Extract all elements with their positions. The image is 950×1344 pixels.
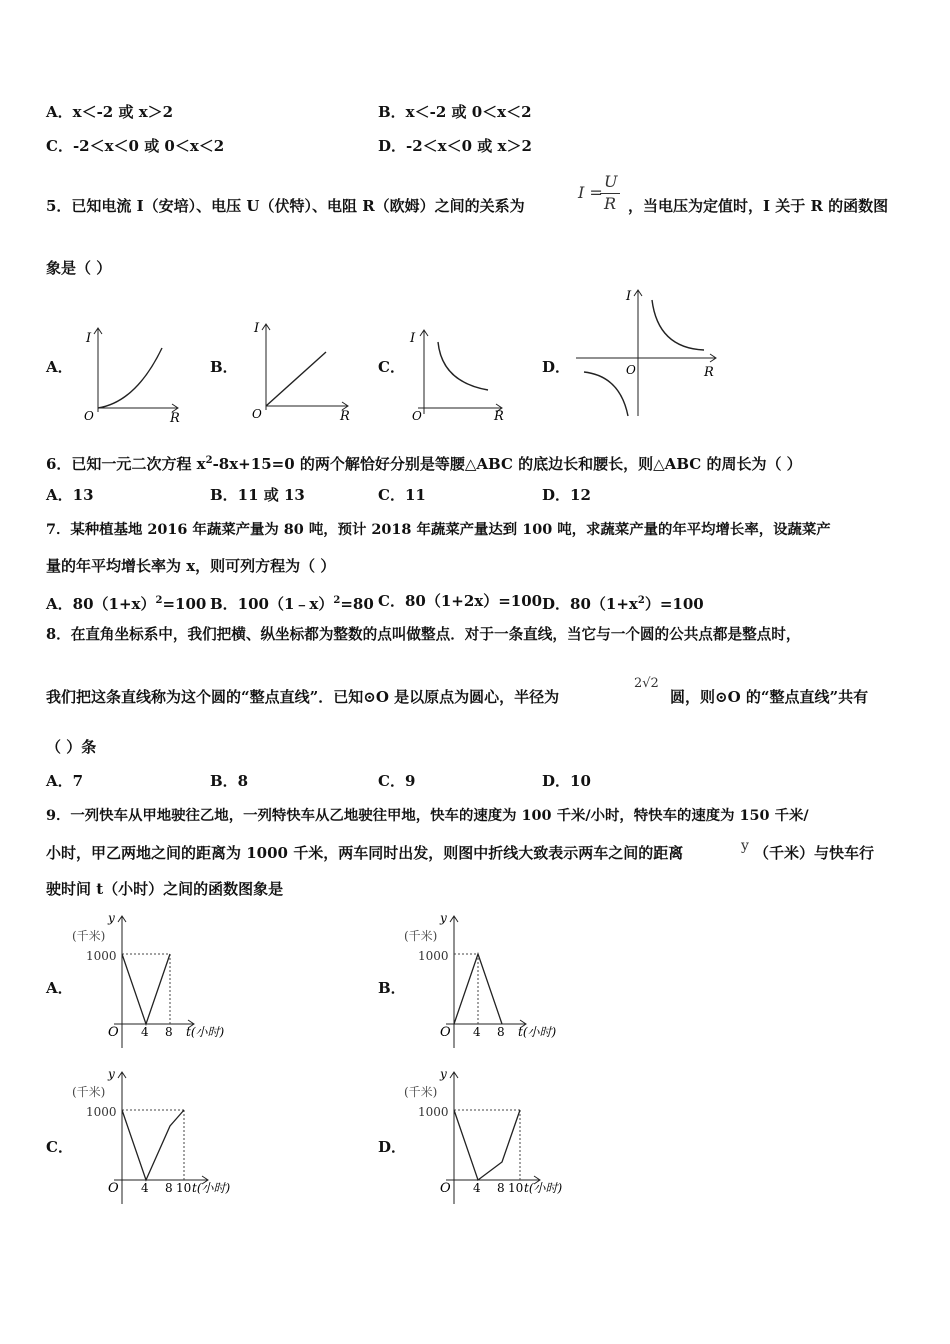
q9-stem-line2b: （千米）与快车行 — [754, 844, 875, 862]
q9-label-c: C． — [46, 1138, 73, 1156]
q5-b-y-label: I — [254, 321, 260, 336]
q9-a-y-tick: 1000 — [86, 949, 117, 963]
q4-option-b: B．x＜-2 或 0＜x＜2 — [378, 103, 532, 121]
q5-d-y-label: I — [626, 289, 632, 304]
q9-b-x-tick-8: 8 — [497, 1025, 505, 1039]
q5-d-origin: O — [626, 363, 636, 377]
q7-option-b: B．100（1﹣x）$^2$=80 — [210, 595, 374, 613]
q6-stem: 6．已知一元二次方程 $x^2-8x+15=0$ 的两个解恰好分别是等腰△ABC 的底边长和腰长，则△ABC 的周长为（ ） — [46, 455, 802, 473]
q9-label-b: B． — [378, 979, 406, 997]
q9-c-x-tick-10: 10 — [176, 1181, 192, 1195]
q9-var-y: y — [741, 838, 749, 854]
q9-b-y-tick: 1000 — [418, 949, 449, 963]
q9-d-y-tick: 1000 — [418, 1105, 449, 1119]
q7-option-c: C．80（1+2x）=100 — [378, 592, 543, 610]
q9-c-y-unit: (千米) — [72, 1085, 106, 1099]
q5-formula: I = U R — [578, 172, 628, 216]
q9-graph-a — [66, 908, 246, 1052]
q8-option-d: D．10 — [542, 772, 591, 790]
q7-stem-line1: 7．某种植基地 2016 年蔬菜产量为 80 吨，预计 2018 年蔬菜产量达到 100 吨，求蔬菜产量的年平均增长率，设蔬菜产 — [46, 521, 831, 538]
q9-d-x-label: t(小时) — [524, 1181, 563, 1195]
q5-c-x-label: R — [494, 409, 504, 424]
q6-option-a: A．13 — [46, 486, 94, 504]
q5-a-y-label: I — [86, 331, 92, 346]
q5-d-x-label: R — [704, 365, 714, 380]
q8-option-b: B．8 — [210, 772, 249, 790]
q7-option-a: A．$80(1+x)^2=100$ — [46, 595, 207, 613]
q9-stem-line1: 9．一列快车从甲地驶往乙地，一列特快车从乙地驶往甲地，快车的速度为 100 千米/小时，特快车的速度为 150 千米/ — [46, 807, 809, 824]
q8-option-a: A．7 — [46, 772, 84, 790]
q9-c-x-label: t(小时) — [192, 1181, 231, 1195]
q5-stem-line1b: ，当电压为定值时，I 关于 R 的函数图 — [628, 197, 889, 215]
q9-c-x-tick-4: 4 — [141, 1181, 149, 1195]
q9-b-x-tick-4: 4 — [473, 1025, 481, 1039]
q9-a-x-label: t(小时) — [186, 1025, 225, 1039]
q5-stem-line1: 5．已知电流 I（安培）、电压 U（伏特）、电阻 R（欧姆）之间的关系为 — [46, 197, 525, 215]
q8-stem-line3: （ ）条 — [46, 738, 97, 756]
q9-d-y-label: y — [440, 1067, 447, 1081]
q9-d-x-tick-10: 10 — [508, 1181, 524, 1195]
q9-a-y-label: y — [108, 911, 115, 925]
q4-option-d: D．-2＜x＜0 或 x＞2 — [378, 137, 532, 155]
q5-b-origin: O — [252, 407, 262, 421]
q9-graph-b — [398, 908, 578, 1052]
q9-c-x-tick-8: 8 — [165, 1181, 173, 1195]
q5-a-x-label: R — [170, 411, 180, 426]
q9-a-x-tick-8: 8 — [165, 1025, 173, 1039]
q9-stem-line3: 驶时间 t（小时）之间的函数图象是 — [46, 880, 284, 898]
q8-radius: 2√2 — [634, 676, 659, 691]
q9-b-y-label: y — [440, 911, 447, 925]
q8-stem-line2b: 圆，则⊙O 的“整点直线”共有 — [670, 688, 869, 706]
q9-a-x-tick-4: 4 — [141, 1025, 149, 1039]
q9-d-x-tick-8: 8 — [497, 1181, 505, 1195]
q6-option-c: C．11 — [378, 486, 426, 504]
q4-option-a: A．x＜-2 或 x＞2 — [46, 103, 174, 121]
q4-option-c: C．-2＜x＜0 或 0＜x＜2 — [46, 137, 225, 155]
q9-stem-line2a: 小时，甲乙两地之间的距离为 1000 千米，两车同时出发，则图中折线大致表示两车之间的距离 — [46, 844, 684, 862]
q5-label-d: D． — [542, 358, 571, 376]
q9-graph-d — [398, 1064, 578, 1208]
q5-c-origin: O — [412, 409, 422, 423]
q9-a-y-unit: (千米) — [72, 929, 106, 943]
q5-label-a: A． — [46, 358, 73, 376]
q9-b-x-label: t(小时) — [518, 1025, 557, 1039]
q5-graph-a — [76, 322, 186, 426]
q5-stem-line2: 象是（ ） — [46, 259, 112, 277]
q5-graph-b — [244, 316, 356, 422]
q9-graph-c — [66, 1064, 246, 1208]
q7-stem-line2: 量的年平均增长率为 x，则可列方程为（ ） — [46, 557, 336, 575]
q7-option-d: D．$80(1+x^2)=100$ — [542, 595, 704, 613]
q5-label-b: B． — [210, 358, 238, 376]
q9-d-x-tick-4: 4 — [473, 1181, 481, 1195]
q9-d-origin: O — [440, 1181, 451, 1196]
q9-c-y-tick: 1000 — [86, 1105, 117, 1119]
q9-b-origin: O — [440, 1025, 451, 1040]
q6-option-d: D．12 — [542, 486, 591, 504]
q9-c-y-label: y — [108, 1067, 115, 1081]
q8-option-c: C．9 — [378, 772, 416, 790]
q5-b-x-label: R — [340, 409, 350, 424]
q9-d-y-unit: (千米) — [404, 1085, 438, 1099]
q5-graph-c — [406, 324, 510, 422]
q9-label-d: D． — [378, 1138, 407, 1156]
q8-stem-line1: 8．在直角坐标系中，我们把横、纵坐标都为整数的点叫做整点．对于一条直线，当它与一个圆的公共点都是整点时， — [46, 626, 801, 643]
q9-a-origin: O — [108, 1025, 119, 1040]
q5-c-y-label: I — [410, 331, 416, 346]
q5-graph-d — [574, 284, 724, 420]
q5-a-origin: O — [84, 409, 94, 423]
q9-label-a: A． — [46, 979, 73, 997]
q5-label-c: C． — [378, 358, 405, 376]
q9-c-origin: O — [108, 1181, 119, 1196]
q8-stem-line2a: 我们把这条直线称为这个圆的“整点直线”．已知⊙O 是以原点为圆心，半径为 — [46, 688, 560, 706]
q6-option-b: B．11 或 13 — [210, 486, 305, 504]
q9-b-y-unit: (千米) — [404, 929, 438, 943]
